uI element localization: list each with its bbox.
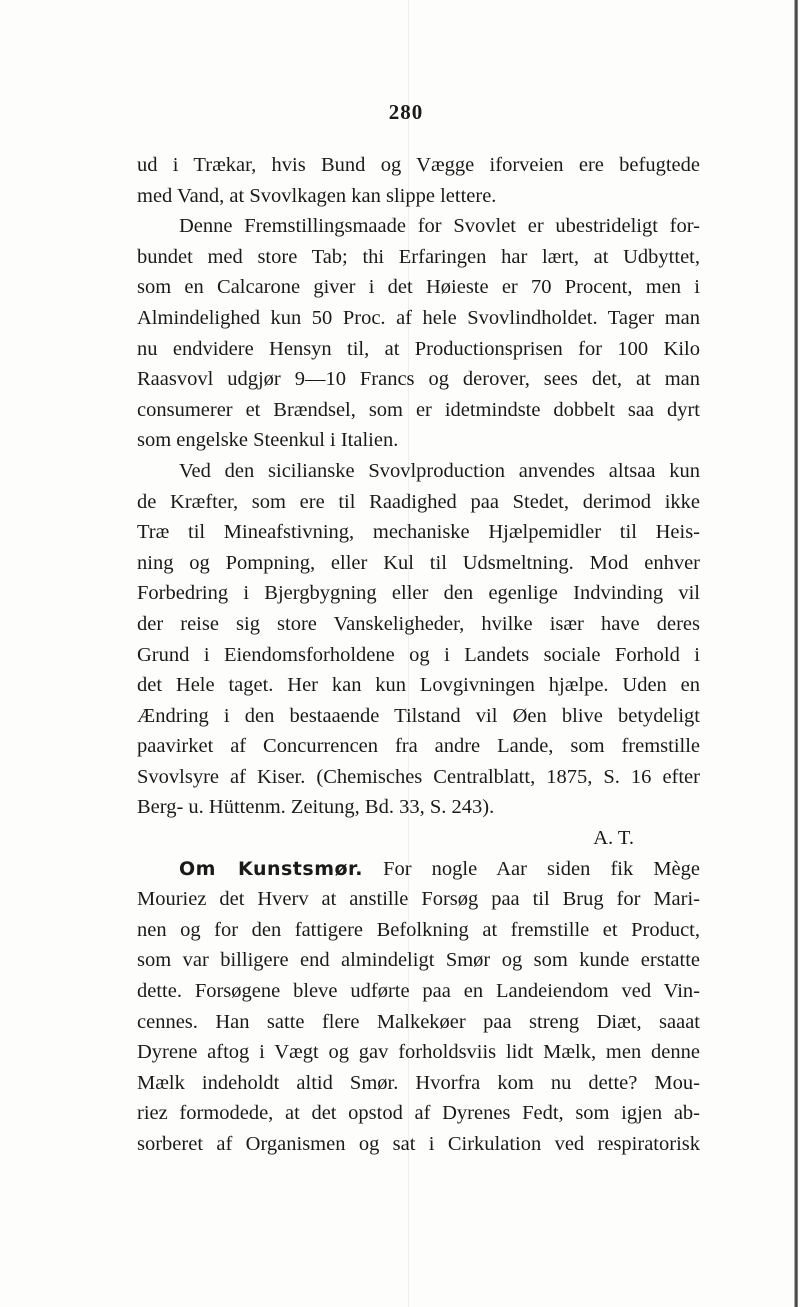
text-line: riez formodede, at det opstod af Dyrenes Fedt, som igjen ab- xyxy=(137,1102,700,1125)
text-line: Almindelighed kun 50 Proc. af hele Svovlindholdet. Tager man xyxy=(137,306,700,329)
text-line: nen og for den fattigere Befolkning at fremstille et Product, xyxy=(137,918,700,941)
text-line: Raasvovl udgjør 9—10 Francs og derover, sees det, at man xyxy=(137,368,700,391)
text-line: Ved den sicilianske Svovlproduction anvendes altsaa kun xyxy=(179,459,700,482)
text-line: Denne Fremstillingsmaade for Svovlet er ubestrideligt for- xyxy=(179,215,700,238)
text-line: det Hele taget. Her kan kun Lovgivningen hjælpe. Uden en xyxy=(137,674,700,697)
body-text xyxy=(137,150,700,1160)
text-line: Grund i Eiendomsforholdene og i Landets sociale Forhold i xyxy=(137,643,700,666)
text-line: Mouriez det Hverv at anstille Forsøg paa til Brug for Mari- xyxy=(137,888,700,911)
text-line: med Vand, at Svovlkagen kan slippe lettere. xyxy=(137,184,497,207)
text-line: Berg- u. Hüttenm. Zeitung, Bd. 33, S. 243). xyxy=(137,796,495,819)
text-line: ud i Trækar, hvis Bund og Vægge iforveien ere befugtede xyxy=(137,154,700,176)
text-line: nu endvidere Hensyn til, at Productionsprisen for 100 Kilo xyxy=(137,337,700,360)
text-line: sorberet af Organismen og sat i Cirkulation ved respiratorisk xyxy=(137,1133,700,1155)
page-edge xyxy=(794,0,798,1307)
text-line: Ændring i den bestaaende Tilstand vil Øen blive betydeligt xyxy=(137,704,700,727)
text-line: Mælk indeholdt altid Smør. Hvorfra kom nu dette? Mou- xyxy=(137,1071,700,1094)
section-first-line-text: For nogle Aar siden fik Mège xyxy=(383,857,701,880)
text-line: som engelske Steenkul i Italien. xyxy=(137,429,399,452)
text-line: der reise sig store Vanskeligheder, hvilke især have deres xyxy=(137,612,700,635)
text-line: cennes. Han satte flere Malkekøer paa streng Diæt, saaat xyxy=(137,1010,700,1033)
text-line: Forbedring i Bjergbygning eller den egenlige Indvinding vil xyxy=(137,582,700,605)
text-line: Træ til Mineafstivning, mechaniske Hjælpemidler til Heis- xyxy=(137,521,700,544)
author-signature: A. T. xyxy=(593,827,634,850)
section-first-line xyxy=(137,854,700,885)
text-line: Svovlsyre af Kiser. (Chemisches Centralblatt, 1875, S. 16 efter xyxy=(137,765,700,788)
text-line: bundet med store Tab; thi Erfaringen har lært, at Udbyttet, xyxy=(137,245,700,268)
text-line: som en Calcarone giver i det Høieste er 70 Procent, men i xyxy=(137,276,700,299)
page-number: 280 xyxy=(388,100,424,124)
text-line: Dyrene aftog i Vægt og gav forholdsviis lidt Mælk, men denne xyxy=(137,1041,700,1064)
text-line: ning og Pompning, eller Kul til Udsmeltning. Mod enhver xyxy=(137,551,700,574)
text-line: consumerer et Brændsel, som er idetmindste dobbelt saa dyrt xyxy=(137,398,700,421)
text-line: de Kræfter, som ere til Raadighed paa Stedet, derimod ikke xyxy=(137,490,700,513)
text-line: paavirket af Concurrencen fra andre Lande, som fremstille xyxy=(137,735,700,758)
text-line: som var billigere end almindeligt Smør og som kunde erstatte xyxy=(137,949,700,972)
section-heading: Om Kunstsmør. xyxy=(179,857,363,880)
text-line: dette. Forsøgene bleve udførte paa en Landeiendom ved Vin- xyxy=(137,980,700,1003)
